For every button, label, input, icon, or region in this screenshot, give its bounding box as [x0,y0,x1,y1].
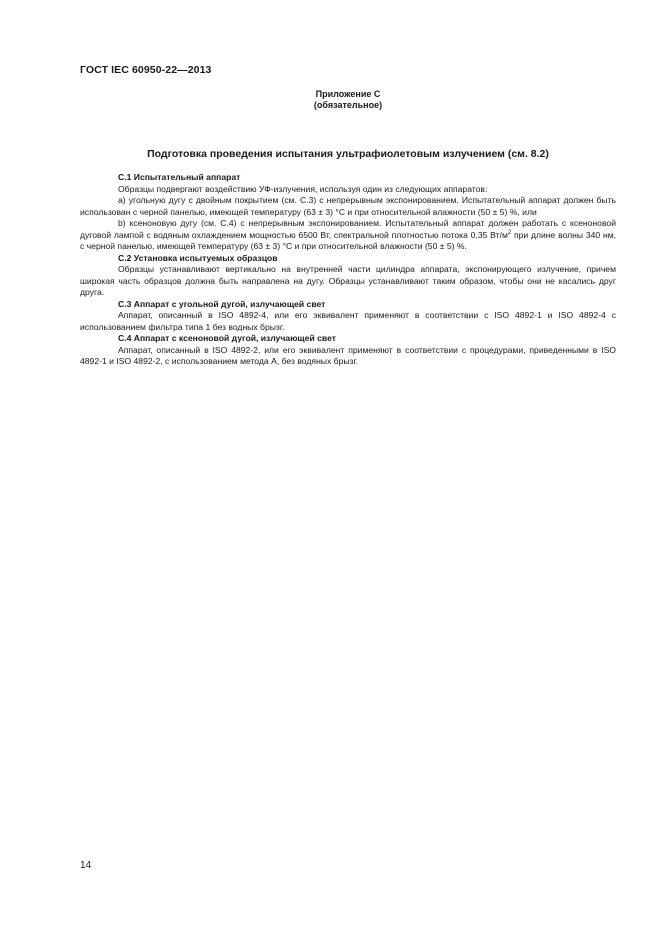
section-c1-item-b [80,218,616,253]
item-b-text-part2: при длине волны 340 нм, с черной панелью, имеющей температуру (63 ± 3) °С и при относительной влажности (50 ± 5) %. [80,229,616,251]
section-c1-intro: Образцы подвергают воздействию УФ-излучения, используя один из следующих аппаратов: [118,183,488,194]
section-heading-c4: С.4 Аппарат с ксеноновой дугой, излучающей свет [118,333,336,343]
item-b-text-part1: b) ксеноновую дугу (см. С.4) с непрерывным экспонированием. Испытательный аппарат должен работать с ксеноновой дуговой лампой с водяным охлаждением мощностью 6500 Вт, спектральной плотностью потока 0,35 Вт/м [80,218,616,240]
section-c1-item-a: а) угольную дугу с двойным покрытием (см. С.3) с непрерывным экспонированием. Испытательный аппарат должен быть использован с черной панелью, имеющей температуру (63 ± 3) °С и при относительной влажности (50 ± 5) %, или [80,195,616,217]
annex-status: (обязательное) [313,100,383,110]
page-number: 14 [80,860,92,871]
section-c3-text: Аппарат, описанный в ISO 4892-4, или его эквивалент применяют в соответствии с ISO 4892-1 и ISO 4892-4 с использованием фильтра типа 1 без водных брызг. [80,310,616,332]
section-heading-c1: С.1 Испытательный аппарат [118,172,241,182]
item-b-superscript: 2 [507,229,512,236]
annex-title: Подготовка проведения испытания ультрафиолетовым излучением (см. 8.2) [147,148,549,160]
section-c2-text: Образцы устанавливают вертикально на внутренней части цилиндра аппарата, экспонирующего излучение, причем широкая часть образцов должна быть направлена на дугу. Образцы устанавливают таким образом, чтобы они не касались друг друга. [80,264,616,297]
annex-body [80,172,616,368]
section-c4-text: Аппарат, описанный в ISO 4892-2, или его эквивалент применяют в соответствии с процедурами, приведенными в ISO 4892-1 и ISO 4892-2, с использованием метода А, без водяных брызг. [80,344,616,366]
section-heading-c2: С.2 Установка испытуемых образцов [118,252,278,263]
standard-designation: ГОСТ IEC 60950-22—2013 [80,64,212,76]
annex-label: Приложение С [315,89,381,99]
section-heading-c3: С.3 Аппарат с угольной дугой, излучающей свет [118,298,326,309]
annex-label-block [80,89,616,111]
